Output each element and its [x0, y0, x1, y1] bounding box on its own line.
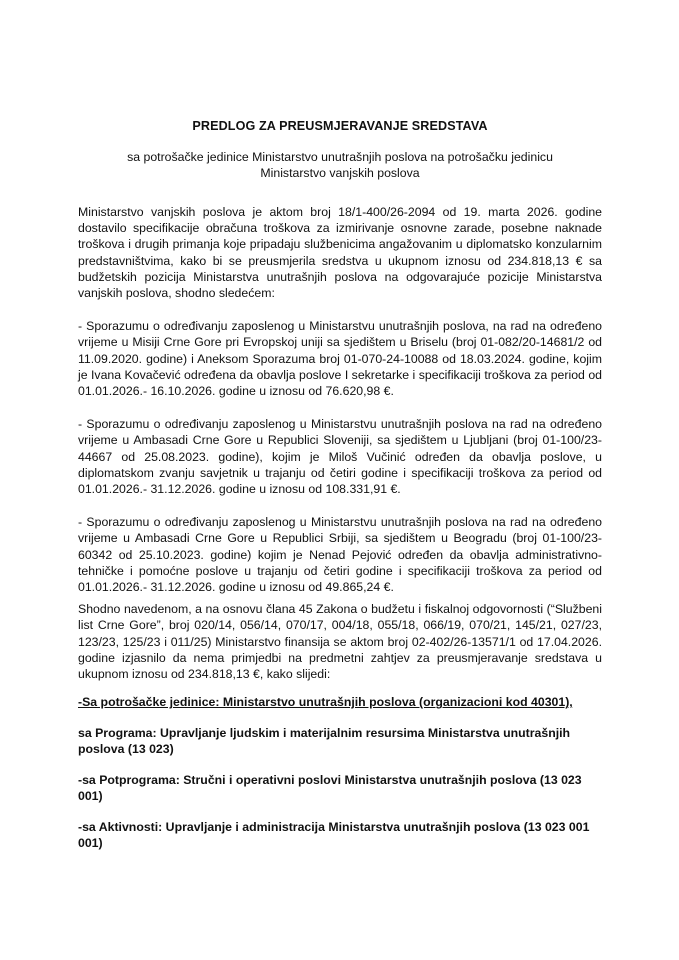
agreement-paragraph-3: - Sporazumu o određivanju zaposlenog u Ministarstvu unutrašnjih poslova na rad na određeno vrijeme u Ambasadi Crne Gore u Republici Srbiji, sa sjedištem u Beogradu (broj 01-100/23-60342 od 25.10.2023. godine) kojim je Nenad Pejović određen da obavlja administrativno-tehničke i pomoćne poslove u trajanju od četiri godine i specifikaciji troškova za period od 01.01.2026.- 31.12.2026. godine u iznosu od 49.865,24 €.	[78, 515, 602, 595]
section-heading: -Sa potrošačke jedinice: Ministarstvo unutrašnjih poslova (organizacioni kod 40301),	[78, 695, 573, 710]
subtitle-line-2: Ministarstvo vanjskih poslova	[260, 166, 420, 180]
agreement-paragraph-2: - Sporazumu o određivanju zaposlenog u Ministarstvu unutrašnjih poslova na rad na određeno vrijeme u Ambasadi Crne Gore u Republici Sloveniji, sa sjedištem u Ljubljani (broj 01-100/23-44667 od 25.08.2023. godine), kojim je Miloš Vučinić određen da obavlja poslove, u diplomatskom zvanju savjetnik u trajanju od četiri godine i specifikaciji troškova za period od 01.01.2026.- 31.12.2026. godine u iznosu od 108.331,91 €.	[78, 417, 602, 497]
document-title: PREDLOG ZA PREUSMJERAVANJE SREDSTAVA	[192, 119, 488, 133]
budget-classification	[78, 726, 602, 851]
subtitle-line-1: sa potrošačke jedinice Ministarstvo unutrašnjih poslova na potrošačku jedinicu	[127, 150, 553, 164]
document-subtitle	[78, 149, 602, 181]
subprogram-line: -sa Potprograma: Stručni i operativni poslovi Ministarstva unutrašnjih poslova (13 023 001)	[78, 773, 582, 803]
intro-paragraph: Ministarstvo vanjskih poslova je aktom broj 18/1-400/26-2094 od 19. marta 2026. godine dostavilo specifikacije obračuna troškova za izmirivanje osnovne zarade, posebne naknade troškova i drugih primanja koje pripadaju službenicima angažovanim u diplomatsko konzularnim predstavništvima, kako bi se preusmjerila sredstva u ukupnom iznosu od 234.818,13 € sa budžetskih pozicija Ministarstva unutrašnjih poslova na odgovarajuće pozicije Ministarstva vanjskih poslova, shodno sledećem:	[78, 205, 602, 301]
conclusion-paragraph: Shodno navedenom, a na osnovu člana 45 Zakona o budžetu i fiskalnoj odgovornosti (“Službeni list Crne Gore”, broj 020/14, 056/14, 070/17, 004/18, 055/18, 066/19, 070/21, 145/21, 027/23, 123/23, 125/23 i 011/25) Ministarstvo finansija se aktom broj 02-402/26-13571/1 od 17.04.2026. godine izjasnilo da nema primjedbi na predmetni zahtjev za preusmjeravanje sredstava u ukupnom iznosu od 234.818,13 €, kako slijedi:	[78, 602, 602, 682]
agreement-paragraph-1: - Sporazumu o određivanju zaposlenog u Ministarstvu unutrašnjih poslova, na rad na određeno vrijeme u Misiji Crne Gore pri Evropskoj uniji sa sjedištem u Briselu (broj 01-082/20-14681/2 od 11.09.2020. godine) i Aneksom Sporazuma broj 01-070-24-10088 od 18.03.2024. godine, kojim je Ivana Kovačević određena da obavlja poslove I sekretarke i specifikaciji troškova za period od 01.01.2026.- 16.10.2026. godine u iznosu od 76.620,98 €.	[78, 319, 602, 399]
document-body	[78, 204, 602, 867]
program-line: sa Programa: Upravljanje ljudskim i materijalnim resursima Ministarstva unutrašnjih poslova (13 023)	[78, 726, 571, 756]
activity-line: -sa Aktivnosti: Upravljanje i administracija Ministarstva unutrašnjih poslova (13 023 001 001)	[78, 820, 590, 850]
